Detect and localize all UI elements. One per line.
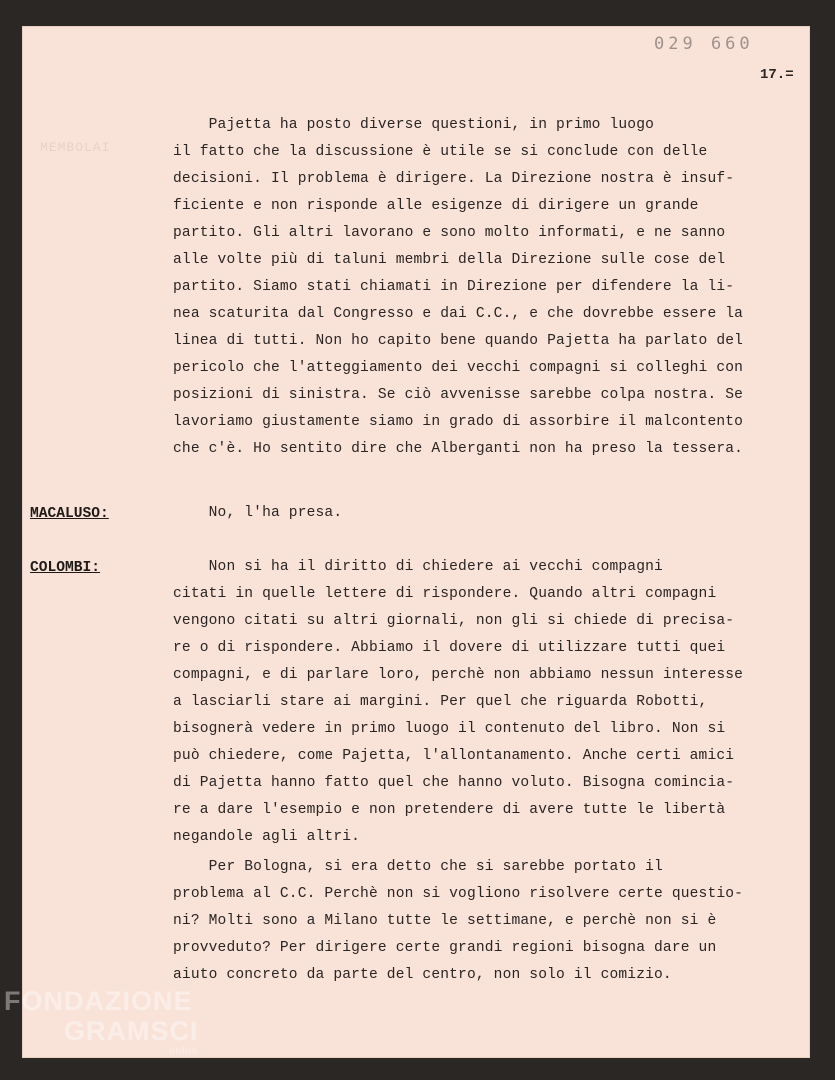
text-line: negandole agli altri.: [173, 829, 361, 845]
watermark-line1: FONDAZIONE: [4, 986, 193, 1016]
page-number: 17.=: [760, 67, 794, 83]
text-line: re o di rispondere. Abbiamo il dovere di utilizzare tutti quei: [173, 640, 726, 656]
text-line: vengono citati su altri giornali, non gli si chiede di precisa-: [173, 613, 735, 629]
text-line: lavoriamo giustamente siamo in grado di assorbire il malcontento: [173, 414, 744, 430]
speaker-macaluso: MACALUSO:: [30, 506, 109, 522]
archive-number: 029 660: [654, 34, 754, 54]
watermark-line3: onlus: [169, 1046, 198, 1057]
text-line: provveduto? Per dirigere certe grandi regioni bisogna dare un: [173, 940, 717, 956]
speaker-colombi: COLOMBI:: [30, 560, 101, 576]
text-line: ficiente e non risponde alle esigenze di dirigere un grande: [173, 198, 699, 214]
text-line: Pajetta ha posto diverse questioni, in primo luogo: [173, 117, 655, 133]
text-line: citati in quelle lettere di rispondere. Quando altri compagni: [173, 586, 717, 602]
text-line: aiuto concreto da parte del centro, non solo il comizio.: [173, 967, 672, 983]
text-line: Non si ha il diritto di chiedere ai vecchi compagni: [173, 559, 663, 575]
text-line: Per Bologna, si era detto che si sarebbe portato il: [173, 859, 663, 875]
text-line: problema al C.C. Perchè non si vogliono risolvere certe questio-: [173, 886, 744, 902]
text-line: partito. Gli altri lavorano e sono molto informati, e ne sanno: [173, 225, 726, 241]
text-line: alle volte più di taluni membri della Direzione sulle cose del: [173, 252, 726, 268]
fondazione-gramsci-watermark: [4, 986, 209, 1072]
text-line: bisognerà vedere in primo luogo il contenuto del libro. Non si: [173, 721, 726, 737]
text-line: nea scaturita dal Congresso e dai C.C., e che dovrebbe essere la: [173, 306, 744, 322]
text-line: a lasciarli stare ai margini. Per quel che riguarda Robotti,: [173, 694, 708, 710]
text-line: il fatto che la discussione è utile se si conclude con delle: [173, 144, 708, 160]
text-line: linea di tutti. Non ho capito bene quando Pajetta ha parlato del: [173, 333, 744, 349]
bleed-through-text: MEMBOLAI: [40, 140, 111, 155]
text-line: partito. Siamo stati chiamati in Direzione per difendere la li-: [173, 279, 735, 295]
text-line: ni? Molti sono a Milano tutte le settimane, e perchè non si è: [173, 913, 717, 929]
text-line: decisioni. Il problema è dirigere. La Direzione nostra è insuf-: [173, 171, 735, 187]
text-line: può chiedere, come Pajetta, l'allontanamento. Anche certi amici: [173, 748, 735, 764]
text-line: posizioni di sinistra. Se ciò avvenisse sarebbe colpa nostra. Se: [173, 387, 744, 403]
watermark-line2: GRAMSCI: [64, 1016, 199, 1046]
text-line: che c'è. Ho sentito dire che Alberganti non ha preso la tessera.: [173, 441, 744, 457]
macaluso-reply: No, l'ha presa.: [173, 505, 343, 521]
text-line: di Pajetta hanno fatto quel che hanno voluto. Bisogna comincia-: [173, 775, 735, 791]
text-line: pericolo che l'atteggiamento dei vecchi compagni si colleghi con: [173, 360, 744, 376]
text-line: re a dare l'esempio e non pretendere di avere tutte le libertà: [173, 802, 726, 818]
text-line: compagni, e di parlare loro, perchè non abbiamo nessun interesse: [173, 667, 744, 683]
